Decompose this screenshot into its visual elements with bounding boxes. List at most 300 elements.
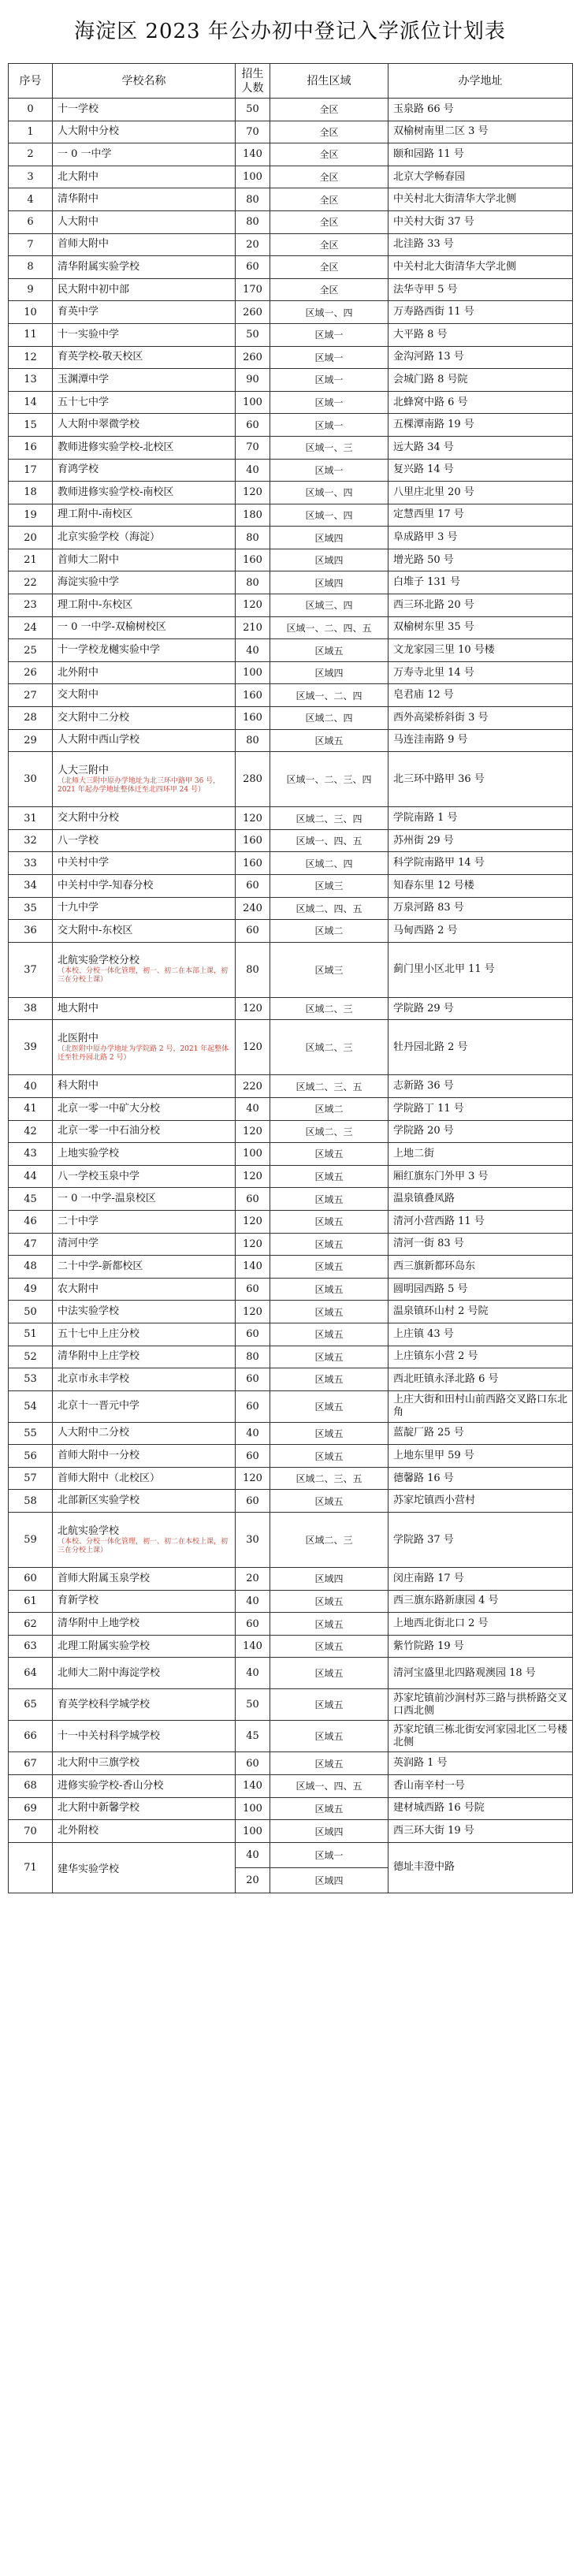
cell-no: 71 bbox=[9, 1842, 53, 1893]
cell-address: 温泉镇环山村 2 号院 bbox=[389, 1301, 573, 1323]
table-row bbox=[9, 1658, 573, 1689]
school-name: 人大附中西山学校 bbox=[58, 734, 140, 746]
cell-no: 57 bbox=[9, 1467, 53, 1490]
cell-address: 马连洼南路 9 号 bbox=[389, 729, 573, 752]
cell-address: 科学院南路甲 14 号 bbox=[389, 852, 573, 875]
cell-name bbox=[53, 1210, 236, 1233]
cell-name bbox=[53, 616, 236, 639]
cell-address: 文龙家园三里 10 号楼 bbox=[389, 639, 573, 662]
cell-quota: 120 bbox=[236, 1210, 270, 1233]
cell-name bbox=[53, 549, 236, 571]
school-name: 北外附中 bbox=[58, 666, 99, 679]
school-name: 首师大附属玉泉学校 bbox=[58, 1572, 151, 1584]
cell-address: 上地西北街北口 2 号 bbox=[389, 1613, 573, 1636]
cell-quota: 170 bbox=[236, 278, 270, 301]
cell-area: 区域五 bbox=[270, 1256, 389, 1279]
cell-area: 区域五 bbox=[270, 639, 389, 662]
cell-name bbox=[53, 414, 236, 437]
cell-address: 万寿路西街 11 号 bbox=[389, 301, 573, 324]
cell-area: 区域五 bbox=[270, 1390, 389, 1422]
cell-name bbox=[53, 459, 236, 482]
cell-quota: 140 bbox=[236, 1635, 270, 1658]
cell-area: 区域五 bbox=[270, 1301, 389, 1323]
cell-quota: 80 bbox=[236, 729, 270, 752]
school-name: 人大附中翠微学校 bbox=[58, 419, 140, 431]
cell-area: 区域五 bbox=[270, 1490, 389, 1513]
cell-area: 区域五 bbox=[270, 1635, 389, 1658]
header-no: 序号 bbox=[9, 64, 53, 99]
cell-no: 18 bbox=[9, 482, 53, 504]
table-row bbox=[9, 1513, 573, 1568]
cell-area: 全区 bbox=[270, 121, 389, 143]
cell-no: 24 bbox=[9, 616, 53, 639]
cell-no: 63 bbox=[9, 1635, 53, 1658]
cell-quota: 20 bbox=[236, 233, 270, 256]
table-row bbox=[9, 414, 573, 437]
school-name: 北京十一晋元中学 bbox=[58, 1400, 140, 1413]
cell-name bbox=[53, 707, 236, 730]
cell-area: 区域二、三 bbox=[270, 1120, 389, 1143]
cell-address: 清河一街 83 号 bbox=[389, 1233, 573, 1256]
cell-quota: 90 bbox=[236, 369, 270, 392]
cell-no: 35 bbox=[9, 897, 53, 920]
cell-no: 40 bbox=[9, 1075, 53, 1098]
cell-quota: 120 bbox=[236, 807, 270, 830]
cell-quota: 20 bbox=[236, 1867, 270, 1893]
table-row bbox=[9, 1323, 573, 1346]
cell-quota: 60 bbox=[236, 1445, 270, 1468]
table-row bbox=[9, 1490, 573, 1513]
cell-quota: 50 bbox=[236, 1689, 270, 1721]
school-name: 人大附中二分校 bbox=[58, 1427, 130, 1439]
cell-no: 22 bbox=[9, 571, 53, 594]
cell-area: 区域五 bbox=[270, 1346, 389, 1368]
cell-no: 54 bbox=[9, 1390, 53, 1422]
cell-quota: 40 bbox=[236, 1658, 270, 1689]
cell-no: 26 bbox=[9, 661, 53, 684]
cell-area: 区域五 bbox=[270, 729, 389, 752]
cell-area: 区域三 bbox=[270, 875, 389, 898]
cell-name bbox=[53, 1490, 236, 1513]
cell-name bbox=[53, 829, 236, 852]
cell-area: 全区 bbox=[270, 166, 389, 188]
header-name: 学校名称 bbox=[53, 64, 236, 99]
cell-area: 区域一 bbox=[270, 369, 389, 392]
cell-area: 区域五 bbox=[270, 1752, 389, 1775]
cell-area: 区域一、四、五 bbox=[270, 1775, 389, 1798]
cell-name bbox=[53, 571, 236, 594]
school-name: 北航实验学校 bbox=[58, 1524, 120, 1537]
cell-address: 学院路 20 号 bbox=[389, 1120, 573, 1143]
table-row bbox=[9, 1775, 573, 1798]
school-name: 交大附中分校 bbox=[58, 812, 120, 825]
cell-area: 区域二、三、五 bbox=[270, 1467, 389, 1490]
cell-name bbox=[53, 1689, 236, 1721]
cell-address: 万寿寺北里 14 号 bbox=[389, 661, 573, 684]
table-row bbox=[9, 897, 573, 920]
cell-area: 区域五 bbox=[270, 1689, 389, 1721]
cell-quota: 160 bbox=[236, 852, 270, 875]
cell-address: 紫竹院路 19 号 bbox=[389, 1635, 573, 1658]
cell-name bbox=[53, 1143, 236, 1166]
school-name: 十一实验中学 bbox=[58, 328, 120, 341]
table-row bbox=[9, 997, 573, 1020]
cell-area: 区域四 bbox=[270, 527, 389, 549]
cell-area: 区域四 bbox=[270, 661, 389, 684]
cell-area: 区域四 bbox=[270, 1867, 389, 1893]
cell-area: 区域五 bbox=[270, 1323, 389, 1346]
school-name: 北大附中三旗学校 bbox=[58, 1757, 140, 1770]
cell-quota: 40 bbox=[236, 639, 270, 662]
cell-area: 区域五 bbox=[270, 1613, 389, 1636]
school-name: 人大三附中 bbox=[58, 764, 110, 776]
cell-name bbox=[53, 684, 236, 707]
cell-quota: 210 bbox=[236, 616, 270, 639]
cell-no: 66 bbox=[9, 1721, 53, 1752]
cell-quota: 45 bbox=[236, 1721, 270, 1752]
cell-name bbox=[53, 942, 236, 997]
cell-area: 区域一、二、三、四 bbox=[270, 752, 389, 807]
cell-address: 中关村北大街清华大学北侧 bbox=[389, 256, 573, 279]
school-name: 八一学校玉泉中学 bbox=[58, 1170, 140, 1182]
cell-name bbox=[53, 875, 236, 898]
cell-name bbox=[53, 233, 236, 256]
table-row bbox=[9, 233, 573, 256]
cell-address: 英润路 1 号 bbox=[389, 1752, 573, 1775]
table-row bbox=[9, 729, 573, 752]
school-note: （本校、分校一体化管理，初一、初二在本校上课，初三在分校上课） bbox=[58, 1537, 229, 1554]
cell-name bbox=[53, 166, 236, 188]
cell-quota: 60 bbox=[236, 1368, 270, 1391]
school-name: 十一学校龙樾实验中学 bbox=[58, 644, 161, 657]
cell-area: 区域五 bbox=[270, 1165, 389, 1188]
cell-address: 大平路 8 号 bbox=[389, 323, 573, 346]
table-row bbox=[9, 346, 573, 369]
cell-area: 区域二 bbox=[270, 1097, 389, 1120]
cell-name bbox=[53, 143, 236, 166]
school-name: 交大附中 bbox=[58, 689, 99, 702]
table-row bbox=[9, 1721, 573, 1752]
school-name: 交大附中-东校区 bbox=[58, 924, 133, 936]
table-row bbox=[9, 1301, 573, 1323]
cell-quota: 280 bbox=[236, 752, 270, 807]
cell-address: 清河小营西路 11 号 bbox=[389, 1210, 573, 1233]
cell-no: 58 bbox=[9, 1490, 53, 1513]
table-row bbox=[9, 1422, 573, 1445]
cell-address: 颐和园路 11 号 bbox=[389, 143, 573, 166]
cell-name bbox=[53, 897, 236, 920]
cell-no: 16 bbox=[9, 436, 53, 459]
cell-quota: 100 bbox=[236, 661, 270, 684]
cell-no: 46 bbox=[9, 1210, 53, 1233]
table-row bbox=[9, 752, 573, 807]
cell-address: 学院南路 1 号 bbox=[389, 807, 573, 830]
school-name: 育新学校 bbox=[58, 1595, 99, 1607]
school-name: 清华附中上地学校 bbox=[58, 1617, 140, 1630]
school-name: 北大附中新馨学校 bbox=[58, 1802, 140, 1815]
school-name: 北京一零一中石油分校 bbox=[58, 1125, 161, 1137]
cell-quota: 70 bbox=[236, 121, 270, 143]
table-row bbox=[9, 1097, 573, 1120]
cell-no: 67 bbox=[9, 1752, 53, 1775]
cell-quota: 100 bbox=[236, 166, 270, 188]
cell-quota: 60 bbox=[236, 875, 270, 898]
table-row bbox=[9, 1278, 573, 1301]
cell-address: 厢红旗东门外甲 3 号 bbox=[389, 1165, 573, 1188]
cell-address: 双榆树南里二区 3 号 bbox=[389, 121, 573, 143]
school-name: 五十七中学 bbox=[58, 396, 110, 408]
cell-address: 白堆子 131 号 bbox=[389, 571, 573, 594]
cell-no: 42 bbox=[9, 1120, 53, 1143]
cell-address: 双榆树东里 35 号 bbox=[389, 616, 573, 639]
header-quota: 招生 人数 bbox=[236, 64, 270, 99]
school-name: 一 0 一中学 bbox=[58, 147, 112, 160]
cell-area: 区域四 bbox=[270, 1568, 389, 1591]
cell-area: 全区 bbox=[270, 278, 389, 301]
cell-name: 建华实验学校 bbox=[53, 1842, 236, 1893]
cell-area: 区域五 bbox=[270, 1590, 389, 1613]
table-row bbox=[9, 369, 573, 392]
cell-name bbox=[53, 346, 236, 369]
table-row bbox=[9, 1842, 573, 1867]
cell-quota: 260 bbox=[236, 346, 270, 369]
cell-area: 区域二、三 bbox=[270, 997, 389, 1020]
cell-quota: 100 bbox=[236, 1797, 270, 1820]
cell-name bbox=[53, 729, 236, 752]
cell-area: 区域三、四 bbox=[270, 594, 389, 617]
cell-quota: 160 bbox=[236, 829, 270, 852]
school-name: 上地实验学校 bbox=[58, 1147, 120, 1160]
table-row bbox=[9, 436, 573, 459]
cell-name bbox=[53, 1165, 236, 1188]
cell-address: 上庄镇 43 号 bbox=[389, 1323, 573, 1346]
cell-name bbox=[53, 1323, 236, 1346]
school-name: 理工附中-南校区 bbox=[58, 508, 133, 521]
cell-name bbox=[53, 482, 236, 504]
cell-quota: 50 bbox=[236, 99, 270, 121]
cell-area: 区域二、三 bbox=[270, 1020, 389, 1075]
school-name: 一 0 一中学-温泉校区 bbox=[58, 1193, 156, 1205]
cell-address: 马甸西路 2 号 bbox=[389, 920, 573, 943]
table-row bbox=[9, 210, 573, 233]
cell-name bbox=[53, 301, 236, 324]
cell-no: 21 bbox=[9, 549, 53, 571]
cell-quota: 120 bbox=[236, 1233, 270, 1256]
cell-area: 全区 bbox=[270, 233, 389, 256]
cell-name bbox=[53, 661, 236, 684]
cell-no: 31 bbox=[9, 807, 53, 830]
table-row bbox=[9, 1165, 573, 1188]
cell-address: 蓟门里小区北甲 11 号 bbox=[389, 942, 573, 997]
cell-area: 区域五 bbox=[270, 1143, 389, 1166]
table-row bbox=[9, 504, 573, 527]
cell-name bbox=[53, 752, 236, 807]
school-name: 北师大二附中海淀学校 bbox=[58, 1666, 161, 1679]
cell-quota: 120 bbox=[236, 1467, 270, 1490]
cell-quota: 70 bbox=[236, 436, 270, 459]
header-address: 办学地址 bbox=[389, 64, 573, 99]
cell-name bbox=[53, 188, 236, 211]
table-row bbox=[9, 482, 573, 504]
table-row bbox=[9, 1390, 573, 1422]
school-name: 育英中学 bbox=[58, 306, 99, 318]
cell-address: 法华寺甲 5 号 bbox=[389, 278, 573, 301]
cell-name bbox=[53, 1775, 236, 1798]
cell-no: 0 bbox=[9, 99, 53, 121]
cell-area: 区域一 bbox=[270, 346, 389, 369]
cell-no: 38 bbox=[9, 997, 53, 1020]
cell-address: 西三环大街 19 号 bbox=[389, 1820, 573, 1843]
table-header-row bbox=[9, 64, 573, 99]
cell-area: 区域一、四 bbox=[270, 504, 389, 527]
cell-quota: 40 bbox=[236, 1842, 270, 1867]
school-name: 民大附中初中部 bbox=[58, 283, 130, 296]
cell-quota: 160 bbox=[236, 707, 270, 730]
cell-address: 中关村大街 37 号 bbox=[389, 210, 573, 233]
cell-area: 区域五 bbox=[270, 1368, 389, 1391]
school-name: 五十七中上庄分校 bbox=[58, 1327, 140, 1340]
cell-no: 12 bbox=[9, 346, 53, 369]
cell-no: 39 bbox=[9, 1020, 53, 1075]
school-name: 北京市永丰学校 bbox=[58, 1372, 130, 1385]
cell-quota: 140 bbox=[236, 1256, 270, 1279]
table-row bbox=[9, 1689, 573, 1721]
cell-no: 62 bbox=[9, 1613, 53, 1636]
school-name: 首师大二附中 bbox=[58, 553, 120, 566]
cell-quota: 120 bbox=[236, 594, 270, 617]
cell-no: 17 bbox=[9, 459, 53, 482]
cell-address: 闵庄南路 17 号 bbox=[389, 1568, 573, 1591]
cell-name bbox=[53, 1513, 236, 1568]
table-row bbox=[9, 1188, 573, 1211]
school-name: 北大附中 bbox=[58, 170, 99, 183]
cell-address: 清河宝盛里北四路观澳园 18 号 bbox=[389, 1658, 573, 1689]
cell-area: 区域五 bbox=[270, 1233, 389, 1256]
table-row bbox=[9, 459, 573, 482]
cell-name bbox=[53, 1797, 236, 1820]
cell-area: 区域二 bbox=[270, 920, 389, 943]
cell-address: 德馨路 16 号 bbox=[389, 1467, 573, 1490]
cell-name bbox=[53, 1568, 236, 1591]
cell-quota: 40 bbox=[236, 1422, 270, 1445]
school-name: 北外附校 bbox=[58, 1825, 99, 1837]
cell-address: 苏州街 29 号 bbox=[389, 829, 573, 852]
cell-name bbox=[53, 852, 236, 875]
cell-quota: 60 bbox=[236, 1188, 270, 1211]
cell-name bbox=[53, 1256, 236, 1279]
table-row bbox=[9, 1467, 573, 1490]
cell-no: 14 bbox=[9, 391, 53, 414]
cell-address: 蓝靛厂路 25 号 bbox=[389, 1422, 573, 1445]
table-row bbox=[9, 707, 573, 730]
table-row bbox=[9, 1568, 573, 1591]
cell-address: 学院路 29 号 bbox=[389, 997, 573, 1020]
table-row bbox=[9, 1020, 573, 1075]
cell-name bbox=[53, 121, 236, 143]
cell-name bbox=[53, 1613, 236, 1636]
cell-address: 远大路 34 号 bbox=[389, 436, 573, 459]
cell-area: 区域三 bbox=[270, 942, 389, 997]
cell-area: 区域二、三、四 bbox=[270, 807, 389, 830]
cell-address: 牡丹园北路 2 号 bbox=[389, 1020, 573, 1075]
cell-no: 9 bbox=[9, 278, 53, 301]
cell-name bbox=[53, 1820, 236, 1843]
cell-name bbox=[53, 1233, 236, 1256]
cell-name bbox=[53, 369, 236, 392]
cell-name bbox=[53, 210, 236, 233]
school-name: 人大附中分校 bbox=[58, 125, 120, 138]
cell-address: 西北旺镇永泽北路 6 号 bbox=[389, 1368, 573, 1391]
school-name: 科大附中 bbox=[58, 1080, 99, 1093]
table-row bbox=[9, 1210, 573, 1233]
cell-no: 30 bbox=[9, 752, 53, 807]
cell-quota: 120 bbox=[236, 1165, 270, 1188]
cell-no: 23 bbox=[9, 594, 53, 617]
cell-no: 7 bbox=[9, 233, 53, 256]
cell-no: 51 bbox=[9, 1323, 53, 1346]
cell-area: 区域一 bbox=[270, 391, 389, 414]
table-row bbox=[9, 661, 573, 684]
school-name: 北航实验学校分校 bbox=[58, 955, 140, 967]
cell-no: 19 bbox=[9, 504, 53, 527]
cell-quota: 120 bbox=[236, 1120, 270, 1143]
cell-no: 70 bbox=[9, 1820, 53, 1843]
table-row bbox=[9, 852, 573, 875]
cell-no: 32 bbox=[9, 829, 53, 852]
table-row bbox=[9, 807, 573, 830]
cell-no: 48 bbox=[9, 1256, 53, 1279]
cell-address: 志新路 36 号 bbox=[389, 1075, 573, 1098]
school-name: 十一学校 bbox=[58, 102, 99, 115]
cell-address: 圆明园西路 5 号 bbox=[389, 1278, 573, 1301]
table-row bbox=[9, 256, 573, 279]
cell-address: 玉泉路 66 号 bbox=[389, 99, 573, 121]
cell-area: 区域一、四 bbox=[270, 301, 389, 324]
cell-address: 北洼路 33 号 bbox=[389, 233, 573, 256]
cell-no: 45 bbox=[9, 1188, 53, 1211]
cell-area: 全区 bbox=[270, 210, 389, 233]
cell-address: 会城门路 8 号院 bbox=[389, 369, 573, 392]
cell-quota: 60 bbox=[236, 1752, 270, 1775]
cell-name bbox=[53, 1020, 236, 1075]
table-row bbox=[9, 1346, 573, 1368]
cell-no: 56 bbox=[9, 1445, 53, 1468]
cell-address: 增光路 50 号 bbox=[389, 549, 573, 571]
cell-no: 28 bbox=[9, 707, 53, 730]
cell-no: 68 bbox=[9, 1775, 53, 1798]
school-name: 中关村中学-知春分校 bbox=[58, 879, 154, 892]
cell-no: 61 bbox=[9, 1590, 53, 1613]
cell-no: 50 bbox=[9, 1301, 53, 1323]
school-name: 十一中关村科学城学校 bbox=[58, 1729, 161, 1742]
cell-area: 区域五 bbox=[270, 1210, 389, 1233]
cell-name bbox=[53, 920, 236, 943]
cell-name bbox=[53, 1590, 236, 1613]
table-row bbox=[9, 1368, 573, 1391]
cell-area: 区域五 bbox=[270, 1658, 389, 1689]
cell-address: 学院路丁 11 号 bbox=[389, 1097, 573, 1120]
school-note: （北医附中原办学地址为学院路 2 号，2021 年起整体迁至牡丹园北路 2 号） bbox=[58, 1044, 229, 1062]
cell-no: 55 bbox=[9, 1422, 53, 1445]
cell-address: 西外高梁桥斜街 3 号 bbox=[389, 707, 573, 730]
school-name: 进修实验学校-香山分校 bbox=[58, 1779, 164, 1792]
cell-no: 53 bbox=[9, 1368, 53, 1391]
table-row bbox=[9, 571, 573, 594]
cell-area: 区域一、二、四、五 bbox=[270, 616, 389, 639]
cell-quota: 80 bbox=[236, 571, 270, 594]
school-name: 二十中学-新都校区 bbox=[58, 1260, 143, 1272]
table-row bbox=[9, 1075, 573, 1098]
